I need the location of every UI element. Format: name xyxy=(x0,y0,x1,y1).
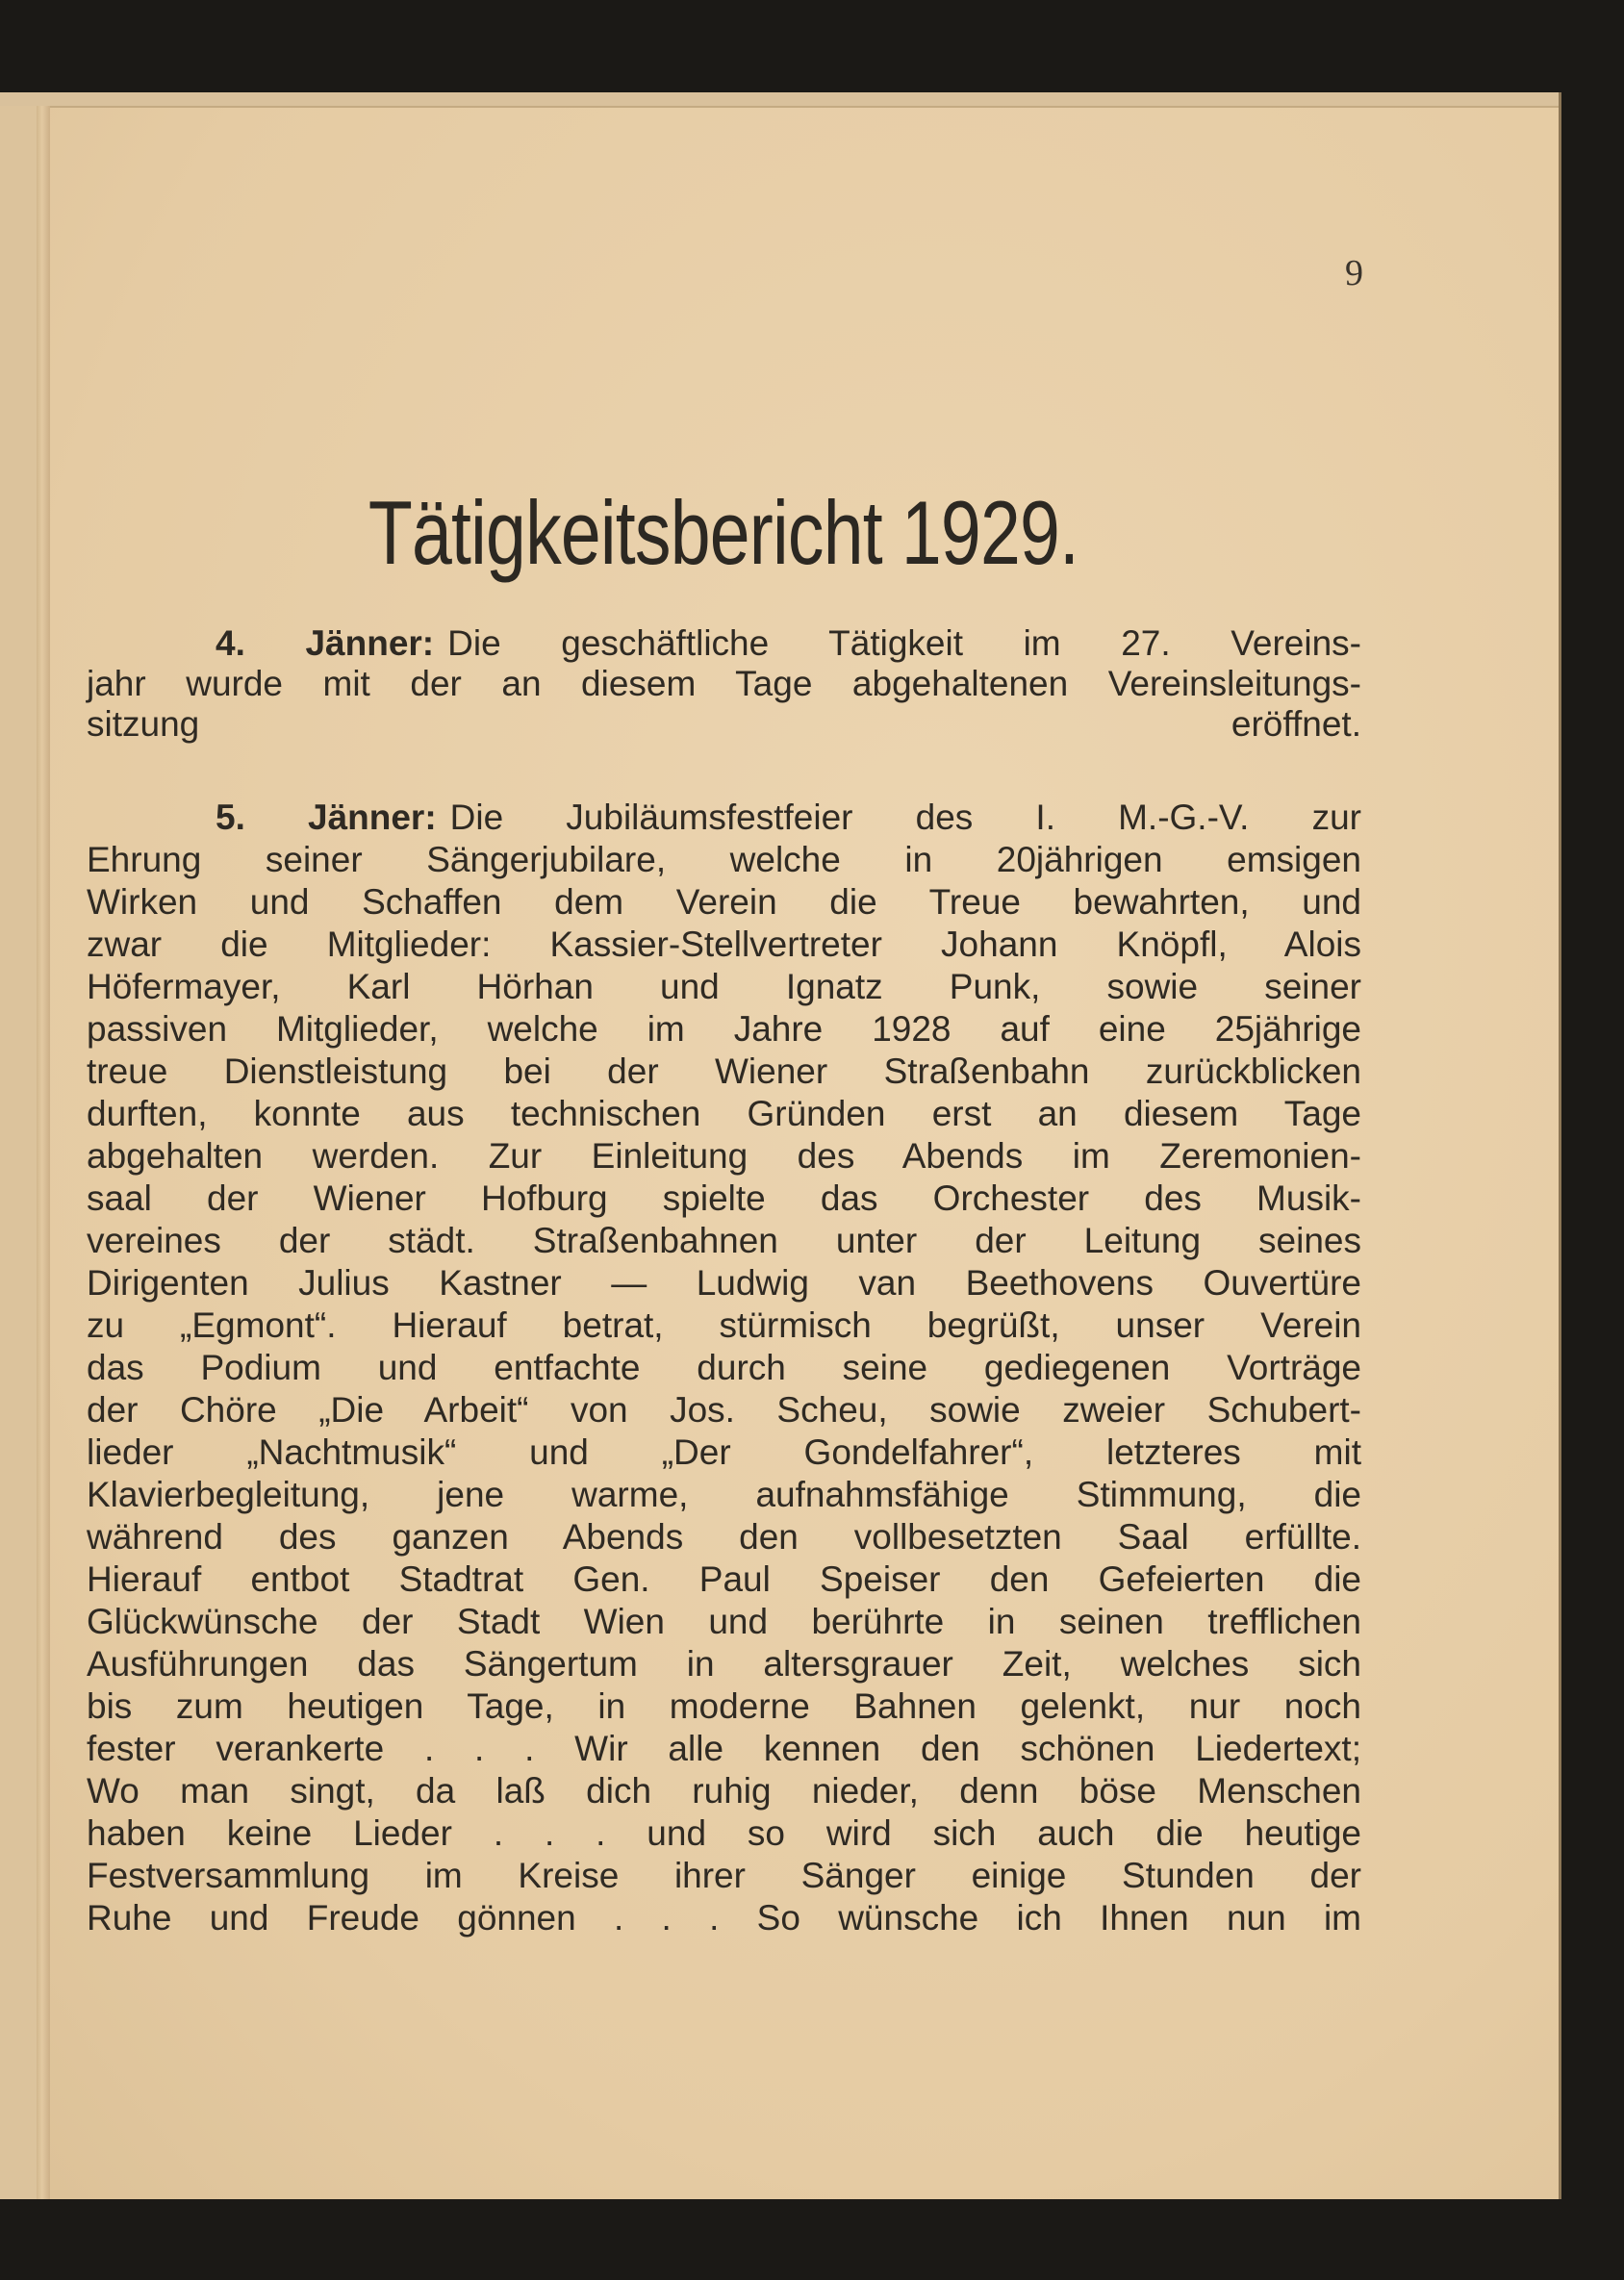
text-line xyxy=(87,704,1361,745)
line-text: Klavierbegleitung, jene warme, aufnahmsfähige Stimmung, die xyxy=(87,1475,1361,1514)
line-text: treue Dienstleistung bei der Wiener Straßenbahn zurückblicken xyxy=(87,1051,1361,1091)
text-line xyxy=(87,1685,1361,1728)
page-top-edge xyxy=(0,92,1559,108)
line-text: lieder „Nachtmusik“ und „Der Gondelfahrer“, letzteres mit xyxy=(87,1432,1361,1472)
line-text: Ehrung seiner Sängerjubilare, welche in 20jährigen emsigen xyxy=(87,840,1361,879)
text-line xyxy=(87,1305,1361,1347)
text-line xyxy=(87,1558,1361,1601)
line-text: saal der Wiener Hofburg spielte das Orchester des Musik- xyxy=(87,1178,1361,1218)
text-line xyxy=(87,1178,1361,1220)
text-line xyxy=(87,1008,1361,1051)
text-line xyxy=(87,623,1361,664)
line-text: Hierauf entbot Stadtrat Gen. Paul Speiser den Gefeierten die xyxy=(87,1559,1361,1599)
text-line xyxy=(87,664,1361,704)
text-line xyxy=(87,881,1361,924)
text-line xyxy=(87,797,1361,839)
line-text: zwar die Mitglieder: Kassier-Stellvertreter Johann Knöpfl, Alois xyxy=(87,925,1361,964)
paragraph-4-jaenner xyxy=(87,623,1361,745)
text-line xyxy=(87,839,1361,881)
text-line xyxy=(87,1601,1361,1643)
date-label: 5. Jänner: xyxy=(216,798,437,837)
book-gutter xyxy=(37,106,50,2199)
line-text: Dirigenten Julius Kastner — Ludwig van Beethovens Ouvertüre xyxy=(87,1263,1361,1303)
line-text: Wirken und Schaffen dem Verein die Treue bewahrten, und xyxy=(87,882,1361,922)
text-line xyxy=(87,1643,1361,1685)
line-text: der Chöre „Die Arbeit“ von Jos. Scheu, sowie zweier Schubert- xyxy=(87,1390,1361,1430)
line-text: haben keine Lieder . . . und so wird sich auch die heutige xyxy=(87,1813,1361,1853)
text-line xyxy=(87,1474,1361,1516)
text-line xyxy=(87,1728,1361,1770)
line-text: bis zum heutigen Tage, in moderne Bahnen gelenkt, nur noch xyxy=(87,1686,1361,1726)
text-line xyxy=(87,1516,1361,1558)
line-text: sitzung eröffnet. xyxy=(87,704,1361,744)
previous-page-edge xyxy=(0,106,37,2199)
text-line xyxy=(87,1431,1361,1474)
line-text: Die geschäftliche Tätigkeit im 27. Vereins- xyxy=(447,623,1361,663)
line-text: das Podium und entfachte durch seine gediegenen Vorträge xyxy=(87,1348,1361,1387)
line-text: zu „Egmont“. Hierauf betrat, stürmisch begrüßt, unser Verein xyxy=(87,1305,1361,1345)
date-label: 4. Jänner: xyxy=(216,623,435,663)
page-title: Tätigkeitsbericht 1929. xyxy=(368,482,1079,583)
text-line xyxy=(87,1812,1361,1855)
line-text: Höfermayer, Karl Hörhan und Ignatz Punk, sowie seiner xyxy=(87,967,1361,1006)
line-text: Ruhe und Freude gönnen . . . So wünsche ich Ihnen nun im xyxy=(87,1898,1361,1938)
text-line xyxy=(87,1220,1361,1262)
line-text: fester verankerte . . . Wir alle kennen den schönen Liedertext; xyxy=(87,1729,1361,1768)
text-line xyxy=(87,1855,1361,1897)
page-number: 9 xyxy=(1345,253,1363,293)
paragraph-5-jaenner xyxy=(87,797,1361,1939)
line-text: Glückwünsche der Stadt Wien und berührte in seinen trefflichen xyxy=(87,1602,1361,1641)
line-text: durften, konnte aus technischen Gründen erst an diesem Tage xyxy=(87,1094,1361,1133)
text-line xyxy=(87,1897,1361,1939)
text-line xyxy=(87,1389,1361,1431)
line-text: Wo man singt, da laß dich ruhig nieder, denn böse Menschen xyxy=(87,1771,1361,1811)
line-text: vereines der städt. Straßenbahnen unter der Leitung seines xyxy=(87,1221,1361,1260)
text-line xyxy=(87,966,1361,1008)
text-line xyxy=(87,1262,1361,1305)
text-line xyxy=(87,1051,1361,1093)
line-text: Ausführungen das Sängertum in altersgrauer Zeit, welches sich xyxy=(87,1644,1361,1684)
line-text: abgehalten werden. Zur Einleitung des Abends im Zeremonien- xyxy=(87,1136,1361,1176)
text-line xyxy=(87,1770,1361,1812)
line-text: jahr wurde mit der an diesem Tage abgehaltenen Vereinsleitungs- xyxy=(87,664,1361,703)
line-text: während des ganzen Abends den vollbesetzten Saal erfüllte. xyxy=(87,1517,1361,1557)
text-line xyxy=(87,1093,1361,1135)
line-text: passiven Mitglieder, welche im Jahre 1928 auf eine 25jährige xyxy=(87,1009,1361,1049)
line-text: Festversammlung im Kreise ihrer Sänger einige Stunden der xyxy=(87,1856,1361,1895)
line-text: Die Jubiläumsfestfeier des I. M.-G.-V. zur xyxy=(449,798,1361,837)
text-line xyxy=(87,1347,1361,1389)
text-line xyxy=(87,1135,1361,1178)
text-line xyxy=(87,924,1361,966)
